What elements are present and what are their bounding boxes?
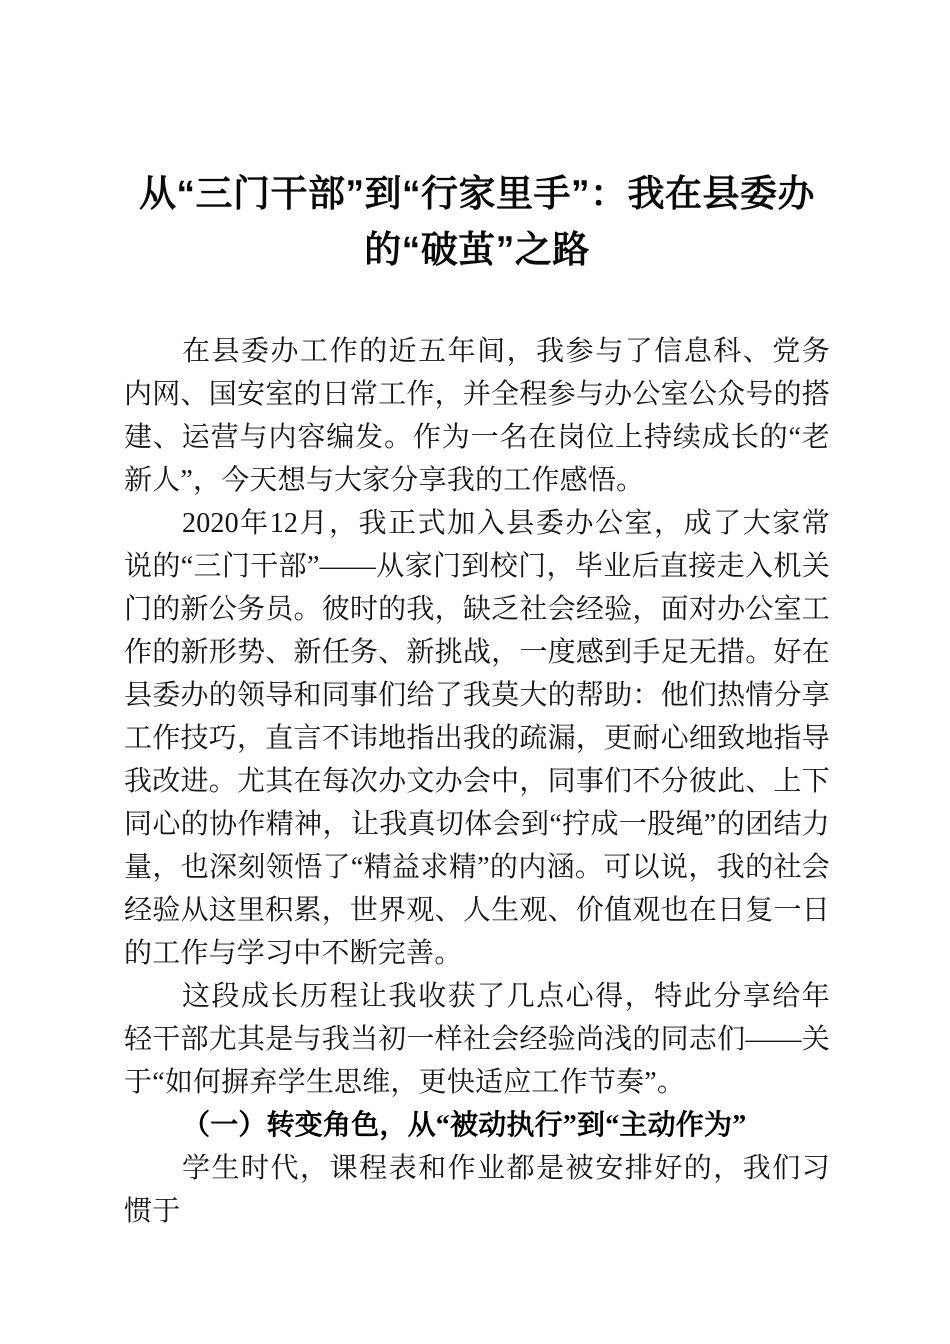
section-subheading-1: （一）转变角色，从“被动执行”到“主动作为”	[182, 1110, 747, 1141]
paragraph-5: 学生时代，课程表和作业都是被安排好的，我们习惯于	[124, 1153, 830, 1227]
paragraph-2: 2020年12月，我正式加入县委办公室，成了大家常说的“三门干部”——从家门到校门，毕业后直接走入机关门的新公务员。彼时的我，缺乏社会经验，面对办公室工作的新形势、新任务、新挑战，一度感到手足无措。好在县委办的领导和同事们给了我莫大的帮助：他们热情分享工作技巧，直言不讳地指出我的疏漏，更耐心细致地指导我改进。尤其在每次办文办会中，同事们不分彼此、上下同心的协作精神，让我真切体会到“拧成一股绳”的团结力量，也深刻领悟了“精益求精”的内涵。可以说，我的社会经验从这里积累，世界观、人生观、价值观也在日复一日的工作与学习中不断完善。	[124, 508, 830, 969]
page-text-column	[124, 0, 830, 1233]
paragraph-1: 在县委办工作的近五年间，我参与了信息科、党务内网、国安室的日常工作，并全程参与办公室公众号的搭建、运营与内容编发。作为一名在岗位上持续成长的“老新人”，今天想与大家分享我的工作感悟。	[124, 336, 830, 496]
page-title: 从“三门干部”到“行家里手”：我在县委办的“破茧”之路	[139, 173, 815, 270]
paragraph-3: 这段成长历程让我收获了几点心得，特此分享给年轻干部尤其是与我当初一样社会经验尚浅的同志们——关于“如何摒弃学生思维，更快适应工作节奏”。	[124, 981, 830, 1098]
document-body	[124, 330, 830, 1233]
